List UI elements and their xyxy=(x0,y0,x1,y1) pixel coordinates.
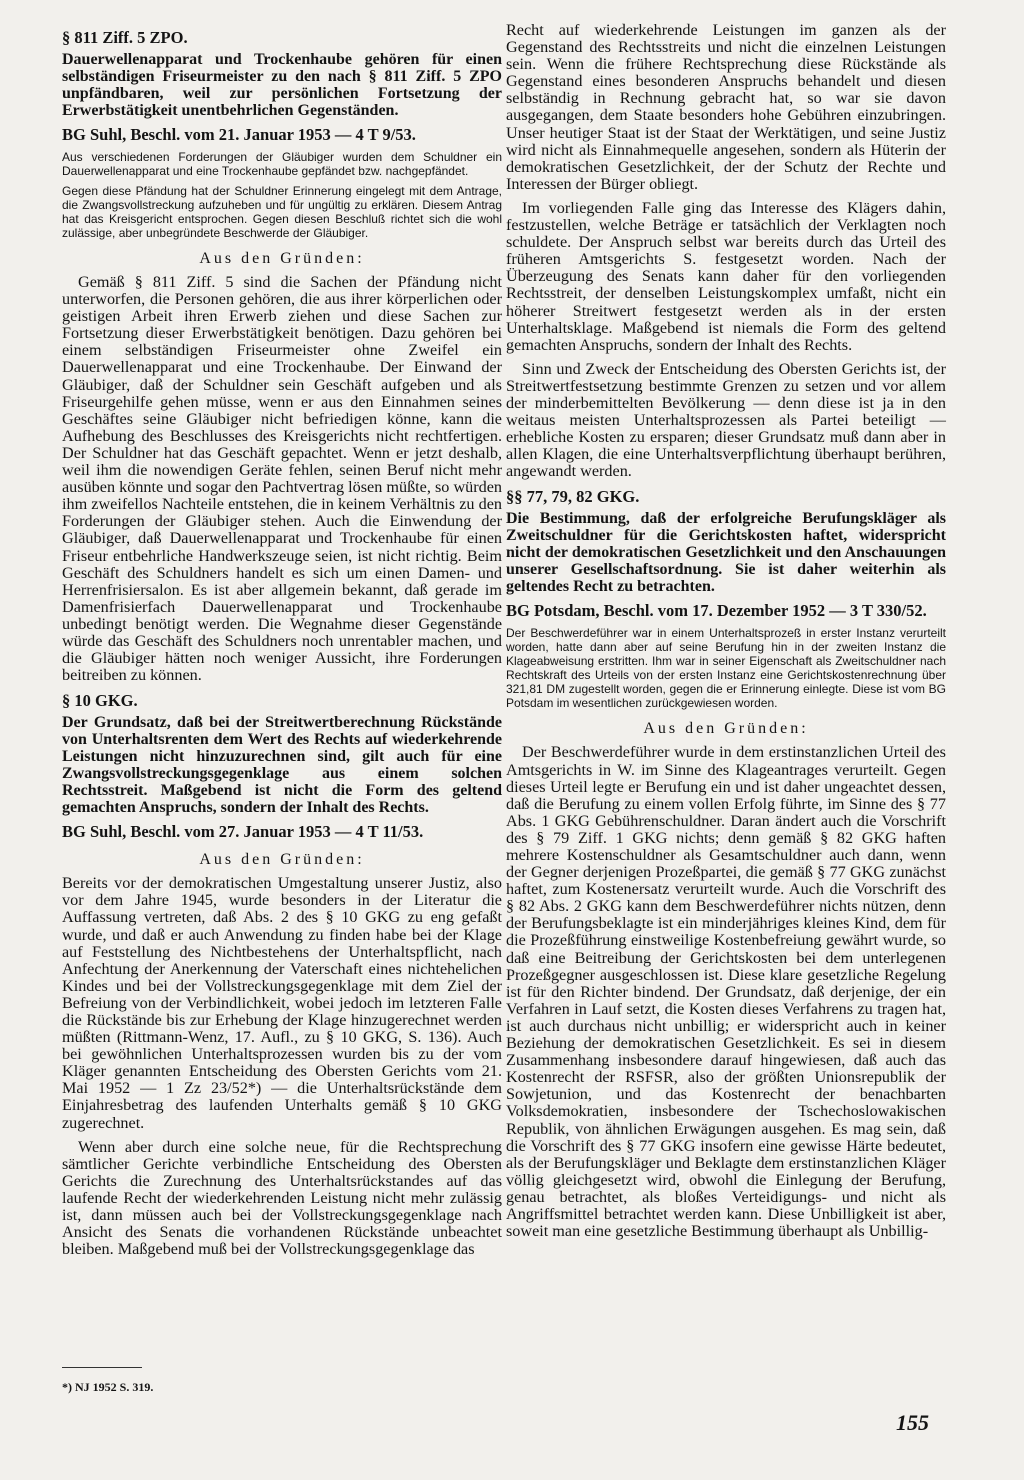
section-2-court-citation: BG Suhl, Beschl. vom 27. Januar 1953 — 4 T 11/53. xyxy=(62,822,424,842)
continuation-paragraph-2: Im vorliegenden Falle ging das Interesse des Klägers dahin, festzustellen, welche Beträge er tatsächlich der Verklagten noch schuldete. Der Anspruch selbst war bereits durch das Urteil des früheren Amtsgerichts S. festgesetzt worden. Nach der Überzeugung des Senats kann daher für den vorliegenden Rechtsstreit, der denselben Leistungskomplex umfaßt, nicht ein höherer Streitwert festgesetzt werden als in der ersten Unterhaltsklage. Maßgebend ist niemals die Form des geltend gemachten Anspruchs, sondern der Inhalt des Rechts. xyxy=(506,198,946,354)
section-3-headnote: Die Bestimmung, daß der erfolgreiche Berufungskläger als Zweitschuldner für die Gerichtskosten haftet, widerspricht nicht der demokratischen Gesetzlichkeit und den Anschauungen unserer Gesellschaftsordnung. Sie ist daher weiterhin als geltendes Recht zu betrachten. xyxy=(506,510,946,596)
section-3-court-citation: BG Potsdam, Beschl. vom 17. Dezember 1952 — 3 T 330/52. xyxy=(506,601,927,621)
right-column xyxy=(506,22,946,1247)
section-3-facts: Der Beschwerdeführer war in einem Unterhaltsprozeß in erster Instanz verurteilt worden, hatte dann aber auf seine Berufung hin in der zweiten Instanz die Klageabweisung erstritten. Ihm war in seiner Eigenschaft als Zweitschuldner nach Rechtskraft des Urteils von der ersten Instanz eine Gerichtskostenrechnung über 321,81 DM zugestellt worden, gegen die er Erinnerung einlegte. Diese ist vom BG Potsdam im wesentlichen zurückgewiesen worden. xyxy=(506,626,946,711)
section-2-body-2: Wenn aber durch eine solche neue, für die Rechtsprechung sämtlicher Gerichte verbindliche Entscheidung des Obersten Gerichts die Zurechnung des Unterhaltsrückstandes auf das laufende Recht der wiederkehrenden Leistung nicht mehr zulässig ist, dann müssen auch bei der Vollstreckungsgegenklage nach Ansicht des Senats die vorhandenen Rückstände unbeachtet bleiben. Maßgebend muß bei der Vollstreckungsgegenklage das xyxy=(62,1137,502,1259)
section-3-grounds-title: Aus den Gründen: xyxy=(643,720,809,738)
section-3-body: Der Beschwerdeführer wurde in dem erstinstanzlichen Urteil des Amtsgerichts in W. im Sinne des Klageantrages verurteilt. Gegen dieses Urteil legte er Berufung ein und ist daher ungeachtet dessen, daß die Berufung zu einem vollen Erfolg führte, im Sinne des § 77 Abs. 1 GKG Gebührenschuldner. Daran ändert auch die Vorschrift des § 79 Ziff. 1 GKG nichts; denn gemäß § 82 GKG haften mehrere Kostenschuldner als Gesamtschuldner auch dann, wenn der Gegner derjenigen Prozeßpartei, die gemäß § 77 GKG zunächst haftet, zum Kostenersatz verurteilt wurde. Auch die Vorschrift des § 82 Abs. 2 GKG kann dem Beschwerdeführer nichts nützen, denn der Berufungsbeklagte ist ein minderjähriges kleines Kind, dem für die Prozeßführung einstweilige Kostenbefreiung gewährt wurde, so daß eine Beitreibung der Gerichtskosten bei dem unterlegenen Prozeßgegner ausgeschlossen ist. Diese klare gesetzliche Regelung ist für den Richter bindend. Der Grundsatz, daß derjenige, der ein Verfahren in Lauf setzt, die Kosten dieses Verfahrens zu tragen hat, ist auch durchaus nicht unbillig; er widerspricht auch in keiner Beziehung der demokratischen Gesetzlichkeit. Es sei in diesem Zusammenhang insbesondere darauf hingewiesen, daß auch das Kostenrecht der RSFSR, also der größten Unionsrepublik der Sowjetunion, und das Kostenrecht der benachbarten Volksdemokratien, insbesondere der Tschechoslowakischen Republik, von ähnlichen Erwägungen ausgehen. Es mag sein, daß die Vorschrift des § 77 GKG insofern eine gewisse Härte bedeutet, als der Berufungskläger und Beklagte dem erstinstanzlichen Kläger völlig gleichgesetzt wird, obwohl die Einlegung der Berufung, genau betrachtet, als bloßes Verteidigungs- und nicht als Angriffsmittel betrachtet werden kann. Diese Unbilligkeit ist aber, soweit man eine gesetzliche Bestimmung überhaupt als Unbillig- xyxy=(506,743,946,1241)
left-column xyxy=(62,22,502,1265)
footnote: *) NJ 1952 S. 319. xyxy=(62,1380,154,1394)
section-2-grounds-title: Aus den Gründen: xyxy=(199,851,365,869)
section-1-facts-1: Aus verschiedenen Forderungen der Gläubiger wurden dem Schuldner ein Dauerwellenapparat und eine Trockenhaube gepfändet bzw. nachgepfändet. xyxy=(62,150,502,178)
section-1-body: Gemäß § 811 Ziff. 5 sind die Sachen der Pfändung nicht unterworfen, die Personen gehören, die aus ihrer körperlichen oder geistigen Arbeit ihren Erwerb ziehen und diese Sachen zur Fortsetzung dieser Erwerbstätigkeit benötigen. Dazu gehören bei einem selbständigen Friseurmeister ohne Zweifel ein Dauerwellenapparat und eine Trockenhaube. Der Einwand der Gläubiger, daß der Schuldner sein Geschäft aufgeben und als Friseurgehilfe gehen müsse, wenn er aus den Einnahmen seines Geschäftes seine Gläubiger nicht befriedigen könne, kann die Aufhebung des Beschlusses des Kreisgerichts nicht rechtfertigen. Der Schuldner hat das Geschäft gepachtet. Wenn er jetzt deshalb, weil ihm die nowendigen Geräte fehlen, seinen Beruf nicht mehr ausüben könnte und sogar den Pachtvertrag lösen müßte, so würden ihm zweifellos Nachteile entstehen, die in keinem Verhältnis zu den Forderungen der Gläubiger stehen. Auch die Einwendung der Gläubiger, daß Dauerwellenapparat und Trockenhaube für einen Friseur entbehrliche Handwerkszeuge seien, ist nicht richtig. Beim Geschäft des Schuldners handelt es sich um einen Damen- und Herrenfrisiersalon. Es ist aber allgemein bekannt, daß gerade im Damenfrisierfach Dauerwellenapparat und Trockenhaube unbedingt benötigt werden. Die Wegnahme dieser Gegenstände würde das Geschäft des Schuldners noch unrentabler machen, und die Gläubiger hätten noch weniger Aussicht, ihre Forderungen beitreiben zu können. xyxy=(62,273,502,685)
footnote-rule xyxy=(62,1367,142,1368)
section-1-headnote: Dauerwellenapparat und Trockenhaube gehören für einen selbständigen Friseurmeister zu den nach § 811 Ziff. 5 ZPO unpfändbaren, weil zur persönlichen Fortsetzung der Erwerbstätigkeit unentbehrlichen Gegenständen. xyxy=(62,51,502,119)
continuation-paragraph-1: Recht auf wiederkehrende Leistungen im ganzen als der Gegenstand des Rechtsstreits und nicht die einzelnen Leistungen sein. Wenn die frühere Rechtsprechung diese Rückstände als Gegenstand eines besonderen Anspruchs behandelt und diesen selbständig in Rechnung gebracht hat, so war sie davon ausgegangen, dem Staate besonders hohe Gebühren einzubringen. Unser heutiger Staat ist der Staat der Werktätigen, und seine Justiz wird nicht als Einnahmequelle angesehen, sondern als Hüterin der demokratischen Gesetzlichkeit, der der Schutz der Rechte und Interessen der Bürger obliegt. xyxy=(506,21,946,193)
section-1-court-citation: BG Suhl, Beschl. vom 21. Januar 1953 — 4 T 9/53. xyxy=(62,125,416,144)
section-2-heading: § 10 GKG. xyxy=(62,691,138,711)
section-2-headnote: Der Grundsatz, daß bei der Streitwertberechnung Rückstände von Unterhaltsrenten dem Wert des Rechts auf wiederkehrende Leistungen nicht hinzuzurechnen sind, gilt auch für eine Zwangsvollstreckungsgegenklage aus einem solchen Rechtsstreit. Maßgebend ist nicht die Form des geltend gemachten Anspruchs, sondern der Inhalt des Rechts. xyxy=(62,714,502,817)
continuation-paragraph-3: Sinn und Zweck der Entscheidung des Obersten Gerichts ist, der Streitwertfestsetzung bestimmte Grenzen zu setzen und vor allem der minderbemittelten Bevölkerung — denn diese ist ja in den weitaus meisten Unterhaltsprozessen als Partei beteiligt — erhebliche Kosten zu ersparen; dieser Grundsatz muß dann aber in allen Klagen, die eine Unterhaltsverpflichtung überhaupt berühren, angewandt werden. xyxy=(506,359,946,481)
section-1-facts-2: Gegen diese Pfändung hat der Schuldner Erinnerung eingelegt mit dem Antrage, die Zwangsvollstreckung aufzuheben und für ungültig zu erklären. Diesem Antrag hat das Kreisgericht entsprochen. Gegen diesen Beschluß richtet sich die wohl zulässige, aber unbegründete Beschwerde der Gläubiger. xyxy=(62,184,502,240)
page-number: 155 xyxy=(896,1410,929,1435)
section-3-heading: §§ 77, 79, 82 GKG. xyxy=(506,487,640,507)
section-1-heading: § 811 Ziff. 5 ZPO. xyxy=(62,28,188,47)
section-2-body-1: Bereits vor der demokratischen Umgestaltung unserer Justiz, also vor dem Jahre 1945, wurde besonders in der Literatur die Auffassung vertreten, daß Abs. 2 des § 10 GKG zu eng gefaßt wurde, und daß er auch Anwendung zu finden habe bei der Klage auf Feststellung des Nichtbestehens der Unterhaltspflicht, nach Anfechtung der Anerkennung der Vaterschaft eines nichtehelichen Kindes und bei der Vollstreckungsgegenklage mit dem Ziel der Befreiung von der Verbindlichkeit, wobei jedoch im letzteren Falle die Rückstände bis zur Erhebung der Klage hinzugerechnet werden müßten (Rittmann-Wenz, 17. Aufl., zu § 10 GKG, S. 136). Auch bei gewöhnlichen Unterhaltsprozessen wurden bis zu der vom Kläger genannten Entscheidung des Obersten Gerichts vom 21. Mai 1952 — 1 Zz 23/52*) — die Unterhaltsrückstände dem Einjahresbetrag des laufenden Unterhalts gemäß § 10 GKG zugerechnet. xyxy=(62,874,502,1132)
section-1-grounds-title: Aus den Gründen: xyxy=(199,250,365,267)
